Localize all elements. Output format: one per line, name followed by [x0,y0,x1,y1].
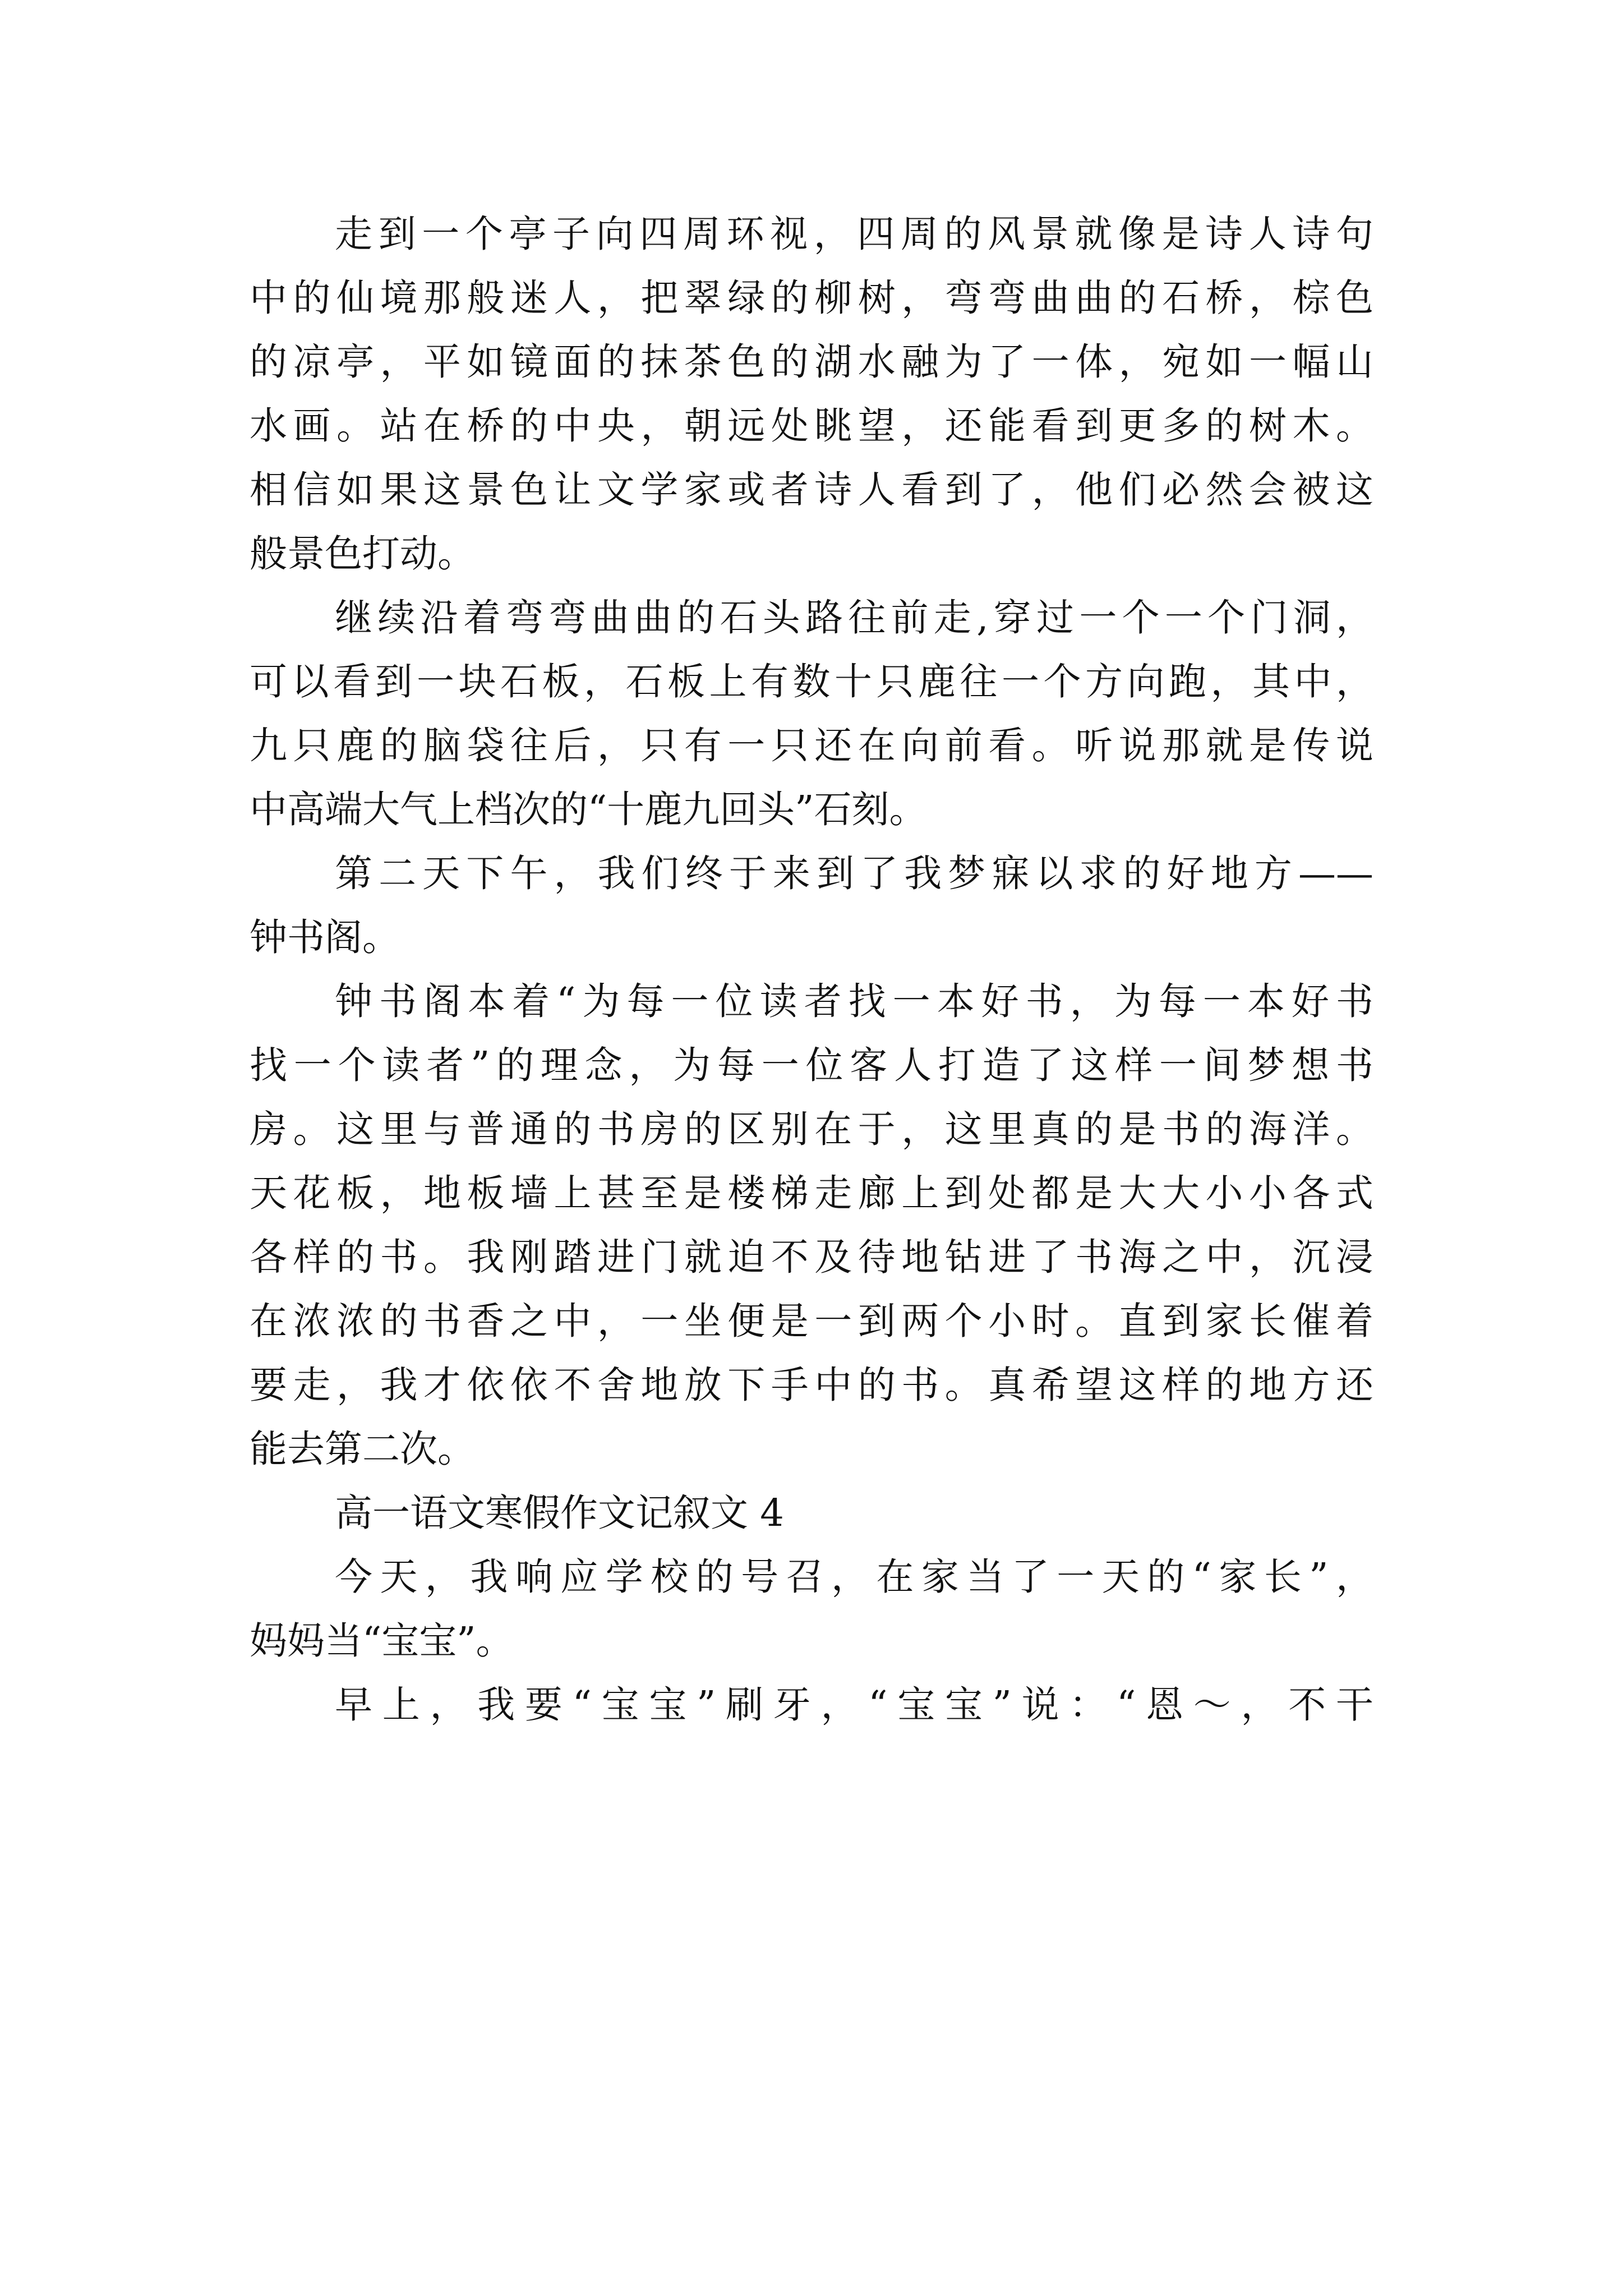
text-line: 走到一个亭子向四周环视，四周的风景就像是诗人诗句 [335,212,1373,256]
section-heading: 高一语文寒假作文记叙文 4 [335,1491,784,1535]
text-line: 第二天下午，我们终于来到了我梦寐以求的好地方—— [335,852,1373,895]
text-line: 可以看到一块石板，石板上有数十只鹿往一个方向跑，其中， [250,660,1373,703]
text-line: 各样的书。我刚踏进门就迫不及待地钻进了书海之中，沉浸 [250,1235,1373,1279]
text-line: 房。这里与普通的书房的区别在于，这里真的是书的海洋。 [250,1107,1373,1151]
text-line: 相信如果这景色让文学家或者诗人看到了，他们必然会被这 [250,468,1373,512]
text-line: 中的仙境那般迷人，把翠绿的柳树，弯弯曲曲的石桥，棕色 [250,276,1373,320]
document-body [250,202,1373,1737]
text-line: 找一个读者”的理念，为每一位客人打造了这样一间梦想书 [250,1043,1373,1087]
text-line: 妈妈当“宝宝”。 [250,1619,514,1663]
text-line: 早上，我要“宝宝”刷牙，“宝宝”说：“恩～，不干 [335,1683,1373,1727]
text-line: 今天，我响应学校的号召，在家当了一天的“家长”， [335,1555,1373,1599]
text-line: 钟书阁本着“为每一位读者找一本好书，为每一本好书 [335,979,1373,1023]
text-line: 中高端大气上档次的“十鹿九回头”石刻。 [250,788,927,831]
text-line: 钟书阁。 [250,915,400,959]
text-line: 继续沿着弯弯曲曲的石头路往前走,穿过一个一个门洞， [335,596,1373,639]
text-line: 九只鹿的脑袋往后，只有一只还在向前看。听说那就是传说 [250,724,1373,767]
text-line: 天花板，地板墙上甚至是楼梯走廊上到处都是大大小小各式 [250,1171,1373,1215]
text-line: 在浓浓的书香之中，一坐便是一到两个小时。直到家长催着 [250,1299,1373,1343]
text-line: 要走，我才依依不舍地放下手中的书。真希望这样的地方还 [250,1363,1373,1407]
text-line: 能去第二次。 [250,1427,475,1471]
text-line: 水画。站在桥的中央，朝远处眺望，还能看到更多的树木。 [250,404,1373,448]
text-line: 的凉亭，平如镜面的抹茶色的湖水融为了一体，宛如一幅山 [250,340,1373,384]
text-line: 般景色打动。 [250,532,475,576]
